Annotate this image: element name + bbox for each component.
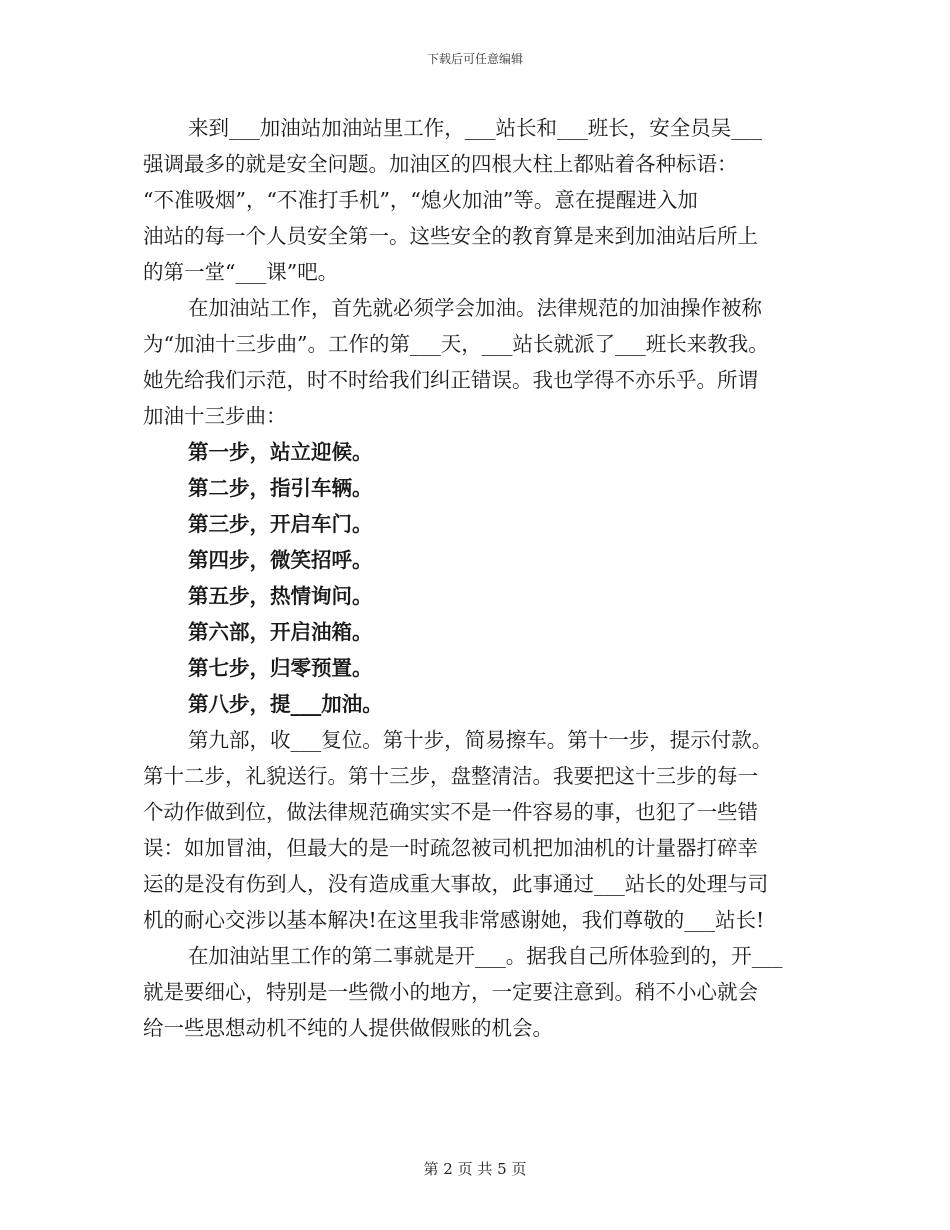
text-line: 加油十三步曲： (143, 404, 287, 428)
paragraph-2 (143, 290, 815, 434)
step-item: 第六部，开启油箱。 (188, 620, 373, 644)
step-item: 第五步，热情询问。 (188, 584, 373, 608)
text-line: 在加油站里工作的第二事就是开___。据我自己所体验到的，开___ (188, 944, 783, 968)
step-item: 第八步，提___加油。 (188, 692, 383, 716)
text-line: 个动作做到位，做法律规范确实实不是一件容易的事，也犯了一些错 (143, 800, 758, 824)
text-line: 为“加油十三步曲”。工作的第___天，___站长就派了___班长来教我。 (143, 332, 769, 356)
paragraph-1 (143, 110, 815, 290)
text-line: 油站的每一个人员安全第一。这些安全的教育算是来到加油站后所上 (143, 224, 758, 248)
step-item: 第二步，指引车辆。 (188, 476, 373, 500)
step-item: 第四步，微笑招呼。 (188, 548, 373, 572)
text-line: 来到___加油站加油站里工作，___站长和___班长，安全员吴___ (188, 116, 762, 140)
step-item: 第七步，归零预置。 (188, 656, 373, 680)
paragraph-3 (143, 722, 815, 938)
page-footer: 第 2 页 共 5 页 (423, 1160, 527, 1178)
step-item: 第一步，站立迎候。 (188, 440, 373, 464)
text-line: 第十二步，礼貌送行。第十三步，盘整清洁。我要把这十三步的每一 (143, 764, 758, 788)
text-line: 误：如加冒油，但最大的是一时疏忽被司机把加油机的计量器打碎幸 (143, 836, 758, 860)
text-line: 就是要细心，特别是一些微小的地方，一定要注意到。稍不小心就会 (143, 980, 758, 1004)
text-line: 机的耐心交涉以基本解决!在这里我非常感谢她，我们尊敬的___站长! (143, 908, 765, 932)
text-line: 她先给我们示范，时不时给我们纠正错误。我也学得不亦乐乎。所谓 (143, 368, 758, 392)
steps-list (143, 434, 815, 722)
text-line: “不准吸烟”，“不准打手机”，“熄火加油”等。意在提醒进入加 (143, 188, 698, 212)
text-line: 的第一堂“___课”吧。 (143, 260, 339, 284)
text-line: 运的是没有伤到人，没有造成重大事故，此事通过___站长的处理与司 (143, 872, 769, 896)
text-line: 强调最多的就是安全问题。加油区的四根大柱上都贴着各种标语： (143, 152, 738, 176)
text-line: 给一些思想动机不纯的人提供做假账的机会。 (143, 1016, 553, 1040)
page-header: 下载后可任意编辑 (426, 52, 523, 66)
document-body (143, 110, 815, 1046)
step-item: 第三步，开启车门。 (188, 512, 373, 536)
paragraph-4 (143, 938, 815, 1046)
text-line: 在加油站工作，首先就必须学会加油。法律规范的加油操作被称 (188, 296, 762, 320)
text-line: 第九部，收___复位。第十步，简易擦车。第十一步，提示付款。 (188, 728, 773, 752)
